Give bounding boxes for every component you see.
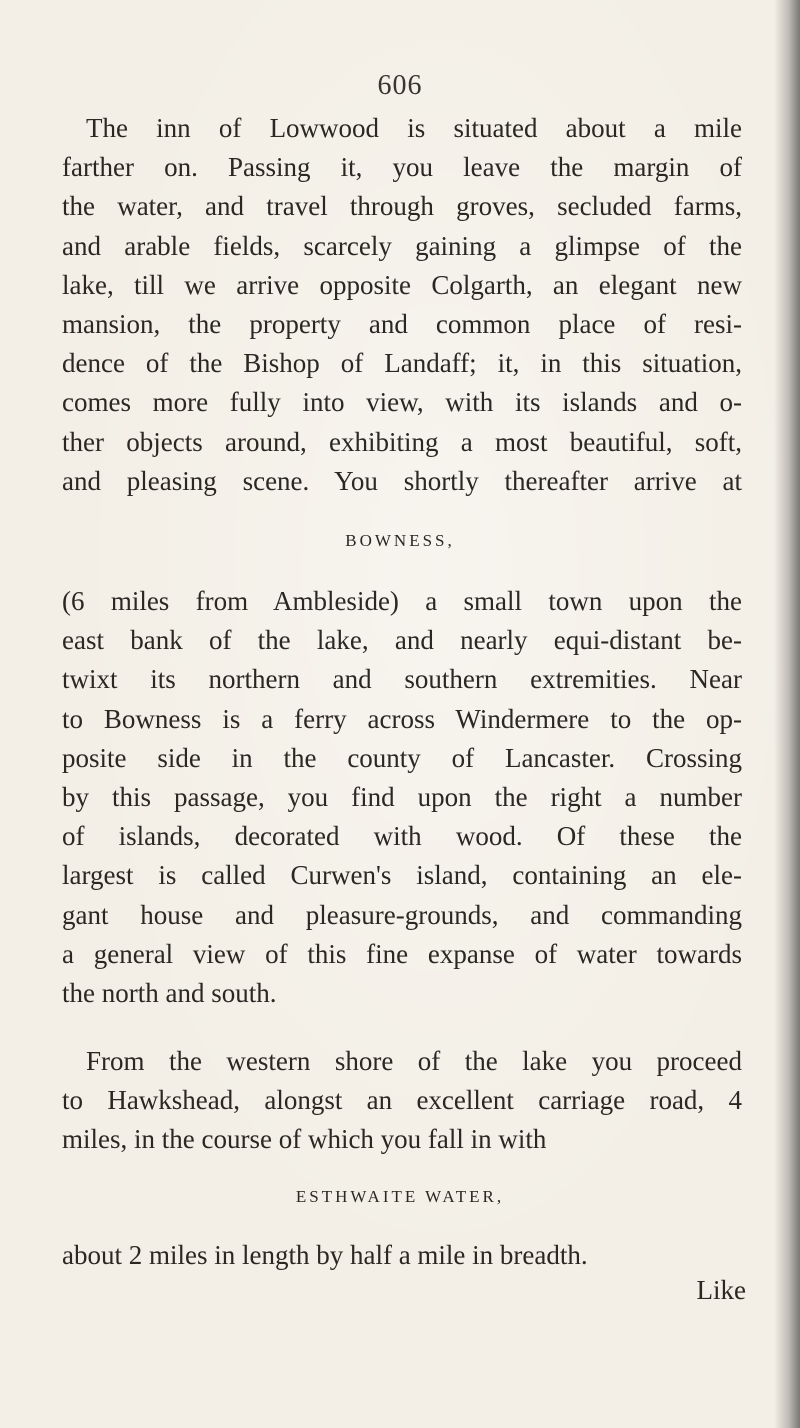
text-line: twixt its northern and southern extremities. Near [62,664,742,695]
text-line: to Hawkshead, alongst an excellent carriage road, 4 [62,1085,742,1116]
page-edge-shadow [774,0,800,1428]
text-line: the water, and travel through groves, secluded farms, [62,191,742,222]
page-number: 606 [377,70,423,101]
text-line: and arable fields, scarcely gaining a glimpse of the [62,230,742,261]
text-line: ther objects around, exhibiting a most beautiful, soft, [62,426,742,457]
text-line: mansion, the property and common place of resi- [62,308,742,339]
text-line: The inn of Lowwood is situated about a mile [86,113,742,143]
text-line: east bank of the lake, and nearly equi-distant be- [62,625,742,656]
text-line: and pleasing scene. You shortly thereafter arrive at [62,465,742,496]
text-line: miles, in the course of which you fall in with [62,1124,547,1155]
text-line: a general view of this fine expanse of water towards [62,938,742,969]
paragraph-hawkshead [62,1042,742,1160]
catchword: Like [696,1275,746,1305]
section-heading-esthwaite: ESTHWAITE WATER, [295,1187,505,1206]
text-line: posite side in the county of Lancaster. Crossing [62,742,742,773]
text-line: about 2 miles in length by half a mile in breadth. [62,1240,588,1270]
text-line: lake, till we arrive opposite Colgarth, an elegant new [62,269,742,300]
text-line: the north and south. [62,977,277,1008]
text-line: to Bowness is a ferry across Windermere to the op- [62,703,742,734]
section-heading-bowness: BOWNESS, [345,531,455,550]
text-line: largest is called Curwen's island, containing an ele- [62,860,742,891]
text-line: by this passage, you find upon the right a number [62,781,742,812]
text-line: dence of the Bishop of Landaff; it, in this situation, [62,348,742,379]
text-line: comes more fully into view, with its islands and o- [62,387,742,418]
text-line: of islands, decorated with wood. Of these the [62,821,742,852]
paragraph-bowness [62,582,742,1013]
text-line: (6 miles from Ambleside) a small town upon the [62,586,742,616]
text-line: From the western shore of the lake you proceed [86,1046,742,1076]
text-line: farther on. Passing it, you leave the margin of [62,152,742,183]
paragraph-esthwaite [62,1236,742,1275]
paragraph-lowwood [62,109,742,501]
text-line: gant house and pleasure-grounds, and commanding [62,899,742,930]
